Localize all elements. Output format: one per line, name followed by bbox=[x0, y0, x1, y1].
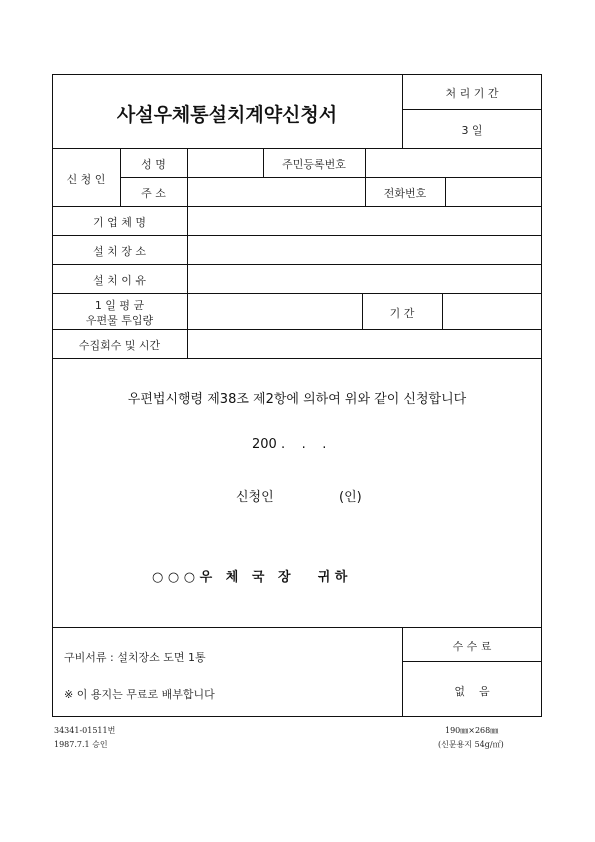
resident-number-label: 주민등록번호 bbox=[282, 158, 346, 171]
fee-label: 수 수 료 bbox=[452, 640, 492, 653]
seal-mark[interactable]: (인) bbox=[339, 490, 362, 505]
declaration-date[interactable]: 200 . . . bbox=[252, 437, 327, 452]
paper-type: (신문용지 54g/㎡) bbox=[438, 740, 504, 749]
divider-period-inner bbox=[402, 109, 542, 110]
name-label: 성 명 bbox=[141, 158, 166, 171]
install-location-label: 설 치 장 소 bbox=[93, 245, 146, 258]
install-reason-label: 설 치 이 유 bbox=[93, 274, 146, 287]
divider-body-bottom bbox=[52, 627, 542, 628]
recipient-line: ○ ○ ○ 우 체 국 장 귀 하 bbox=[152, 570, 348, 585]
approval-date: 1987.7.1 승인 bbox=[54, 740, 108, 749]
applicant-signature-label: 신청인 bbox=[236, 490, 274, 505]
form-title: 사설우체통설치계약신청서 bbox=[116, 104, 338, 126]
paper-size: 190㎜×268㎜ bbox=[445, 726, 499, 735]
form-code: 34341-01511번 bbox=[54, 726, 116, 735]
divider-fee-inner bbox=[402, 661, 542, 662]
processing-period-value: 3 일 bbox=[461, 124, 483, 137]
address-label: 주 소 bbox=[141, 187, 166, 200]
free-distribution-note: ※ 이 용지는 무료로 배부합니다 bbox=[64, 688, 215, 701]
name-field[interactable] bbox=[188, 149, 262, 176]
collection-label: 수집회수 및 시간 bbox=[78, 339, 161, 352]
resident-number-field[interactable] bbox=[366, 149, 541, 176]
period-field[interactable] bbox=[443, 294, 541, 328]
address-field[interactable] bbox=[188, 178, 364, 205]
daily-average-label-line1: 1 일 평 균 bbox=[94, 299, 145, 312]
fee-value: 없 음 bbox=[454, 685, 490, 698]
divider-collection-bottom bbox=[52, 358, 542, 359]
daily-average-field[interactable] bbox=[188, 294, 361, 328]
attachment-note: 구비서류 : 설치장소 도면 1통 bbox=[64, 651, 206, 664]
install-reason-field[interactable] bbox=[188, 265, 541, 292]
phone-label: 전화번호 bbox=[383, 187, 427, 200]
applicant-group-label: 신 청 인 bbox=[66, 173, 106, 186]
phone-field[interactable] bbox=[446, 178, 541, 205]
declaration-statement: 우편법시행령 제38조 제2항에 의하여 위와 같이 신청합니다 bbox=[127, 392, 467, 407]
processing-period-label: 처 리 기 간 bbox=[445, 87, 499, 100]
period-label: 기 간 bbox=[389, 307, 415, 320]
company-name-field[interactable] bbox=[188, 207, 541, 234]
daily-average-label-line2: 우편물 투입량 bbox=[85, 314, 154, 327]
company-name-label: 기 업 체 명 bbox=[93, 216, 146, 229]
install-location-field[interactable] bbox=[188, 236, 541, 263]
collection-field[interactable] bbox=[188, 330, 541, 357]
